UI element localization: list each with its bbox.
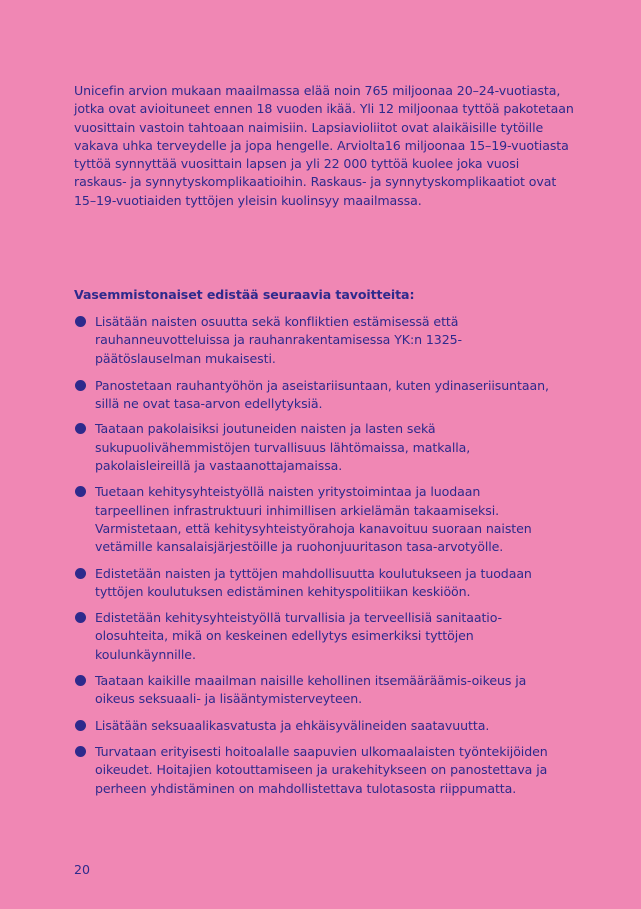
page-number: 20 bbox=[74, 862, 91, 877]
goals-heading: Vasemmistonaiset edistää seuraavia tavoitteita: bbox=[74, 287, 415, 302]
goal-item bbox=[74, 717, 554, 735]
goal-item bbox=[74, 420, 554, 475]
goal-text: Lisätään naisten osuutta sekä konfliktien estämisessä että rauhanneuvotteluissa ja rauhanrakentamisessa YK:n 1325-päätöslauselman mukaisesti. bbox=[95, 314, 462, 366]
goal-item bbox=[74, 609, 554, 664]
goal-item bbox=[74, 672, 554, 709]
goal-item bbox=[74, 565, 554, 602]
goal-text: Turvataan erityisesti hoitoalalle saapuvien ulkomaalaisten työntekijöiden oikeudet. Hoitajien kotouttamiseen ja urakehitykseen on panostettava ja perheen yhdistäminen on mahdollistettava tulotasosta riippumatta. bbox=[95, 743, 548, 796]
bullet-icon bbox=[75, 720, 86, 731]
goal-text: Lisätään seksuaalikasvatusta ja ehkäisyvälineiden saatavuutta. bbox=[95, 717, 490, 733]
goal-item bbox=[74, 377, 554, 414]
bullet-icon bbox=[75, 380, 86, 391]
goal-text: Edistetään kehitysyhteistyöllä turvallisia ja terveellisiä sanitaatio-olosuhteita, mikä on keskeinen edellytys esimerkiksi tyttöjen koulunkäynnille. bbox=[95, 610, 502, 662]
goals-list bbox=[74, 313, 554, 798]
goal-item bbox=[74, 483, 554, 556]
bullet-icon bbox=[75, 746, 86, 757]
goal-text: Panostetaan rauhantyöhön ja aseistariisuntaan, kuten ydinaseriisuntaan, sillä ne ovat tasa-arvon edellytyksiä. bbox=[95, 377, 549, 412]
goal-text: Taataan kaikille maailman naisille kehollinen itsemääräämis-oikeus ja oikeus seksuaali- ja lisääntymisterveyteen. bbox=[95, 673, 527, 707]
bullet-icon bbox=[75, 423, 86, 434]
goal-item bbox=[74, 313, 554, 368]
bullet-icon bbox=[75, 612, 86, 623]
bullet-icon bbox=[75, 675, 86, 686]
bullet-icon bbox=[75, 568, 86, 579]
intro-paragraph: Unicefin arvion mukaan maailmassa elää noin 765 miljoonaa 20–24-vuotiasta, jotka ovat avioituneet ennen 18 vuoden ikää. Yli 12 miljoonaa tyttöä pakotetaan vuosittain vastoin tahtoaan naimisiin. Lapsiavioliitot ovat alaikäisille tytöille vakava uhka terveydelle ja jopa hengelle. Arviolta16 miljoonaa 15–19-vuotiasta tyttöä synnyttää vuosittain lapsen ja yli 22 000 tyttöä kuolee joka vuosi raskaus- ja synnytyskomplikaatioihin. Raskaus- ja synnytyskomplikaatiot ovat 15–19-vuotiaiden tyttöjen yleisin kuolinsyy maailmassa. bbox=[74, 83, 574, 208]
goal-text: Tuetaan kehitysyhteistyöllä naisten yritystoimintaa ja luodaan tarpeellinen infrastruktuuri inhimillisen arkielämän takaamiseksi. Varmistetaan, että kehitysyhteistyörahoja kanavoituu suoraan naisten vetämille kansalaisjärjestöille ja ruohonjuuritason tasa-arvotyölle. bbox=[95, 484, 532, 555]
bullet-icon bbox=[75, 316, 86, 327]
goal-item bbox=[74, 743, 554, 798]
goal-text: Taataan pakolaisiksi joutuneiden naisten ja lasten sekä sukupuolivähemmistöjen turvallisuus lähtömaissa, matkalla, pakolaisleireillä ja vastaanottajamaissa. bbox=[95, 421, 471, 474]
bullet-icon bbox=[75, 486, 86, 497]
goal-text: Edistetään naisten ja tyttöjen mahdollisuutta koulutukseen ja tuodaan tyttöjen koulutuksen edistäminen kehityspolitiikan keskiöön. bbox=[95, 565, 532, 599]
